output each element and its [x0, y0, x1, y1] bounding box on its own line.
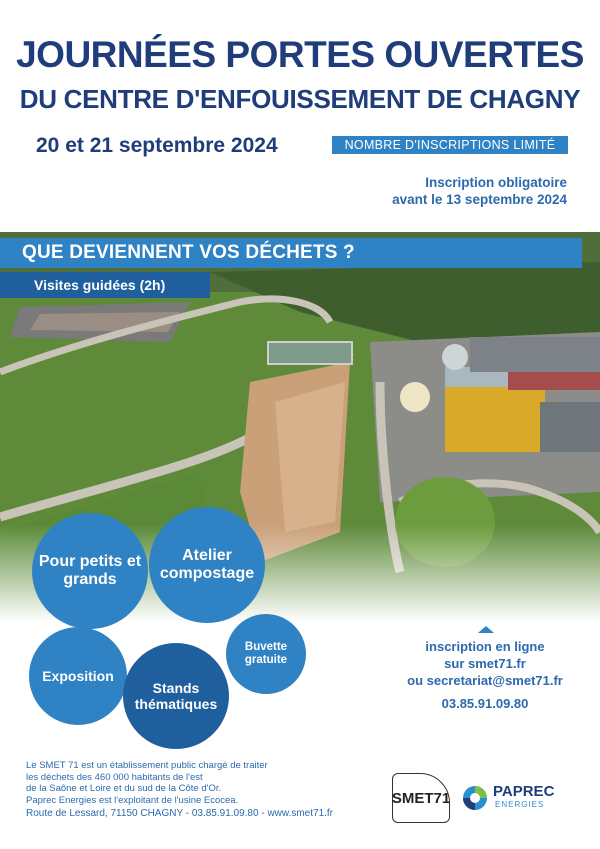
bubble-composting-workshop: Atelier compostage	[149, 507, 265, 623]
online-line-2[interactable]: sur smet71.fr	[444, 656, 526, 671]
smet71-logo: SMET71	[392, 773, 450, 823]
triangle-up-icon	[478, 626, 494, 633]
guided-tours-label: Visites guidées (2h)	[0, 272, 210, 298]
footer-line-4: Paprec Energies est l'exploitant de l'usine Ecocea.	[26, 794, 239, 806]
footer-description	[26, 760, 268, 806]
online-registration	[400, 638, 570, 689]
paprec-logo-text: PAPREC	[493, 783, 555, 800]
paprec-energies-text: ENERGIES	[495, 800, 545, 809]
bubble-free-refreshments: Buvette gratuite	[226, 614, 306, 694]
event-dates: 20 et 21 septembre 2024	[36, 134, 278, 157]
phone-number: 03.85.91.09.80	[441, 696, 529, 711]
footer-line-3: de la Saône et Loire et du sud de la Côte d'Or.	[26, 783, 222, 794]
online-line-3[interactable]: ou secretariat@smet71.fr	[407, 673, 563, 688]
poster-title: JOURNÉES PORTES OUVERTES	[16, 34, 584, 75]
poster-subtitle: DU CENTRE D'ENFOUISSEMENT DE CHAGNY	[19, 84, 581, 114]
registration-deadline	[392, 174, 567, 208]
online-line-1: inscription en ligne	[425, 639, 545, 654]
paprec-swirl-icon	[462, 785, 488, 816]
registration-line-2: avant le 13 septembre 2024	[392, 192, 567, 207]
limited-registration-badge: NOMBRE D'INSCRIPTIONS LIMITÉ	[332, 136, 568, 154]
footer-line-1: Le SMET 71 est un établissement public chargé de traiter	[26, 760, 268, 771]
registration-line-1: Inscription obligatoire	[425, 175, 567, 190]
bubble-themed-stands: Stands thématiques	[123, 643, 229, 749]
bubble-all-ages: Pour petits et grands	[32, 513, 148, 629]
question-banner-text: QUE DEVIENNENT VOS DÉCHETS ?	[22, 242, 355, 263]
bubble-exhibition: Exposition	[29, 627, 127, 725]
footer-line-2: les déchets des 460 000 habitants de l'est	[26, 771, 203, 783]
footer-address: Route de Lessard, 71150 CHAGNY - 03.85.91.09.80 - www.smet71.fr	[26, 808, 334, 819]
